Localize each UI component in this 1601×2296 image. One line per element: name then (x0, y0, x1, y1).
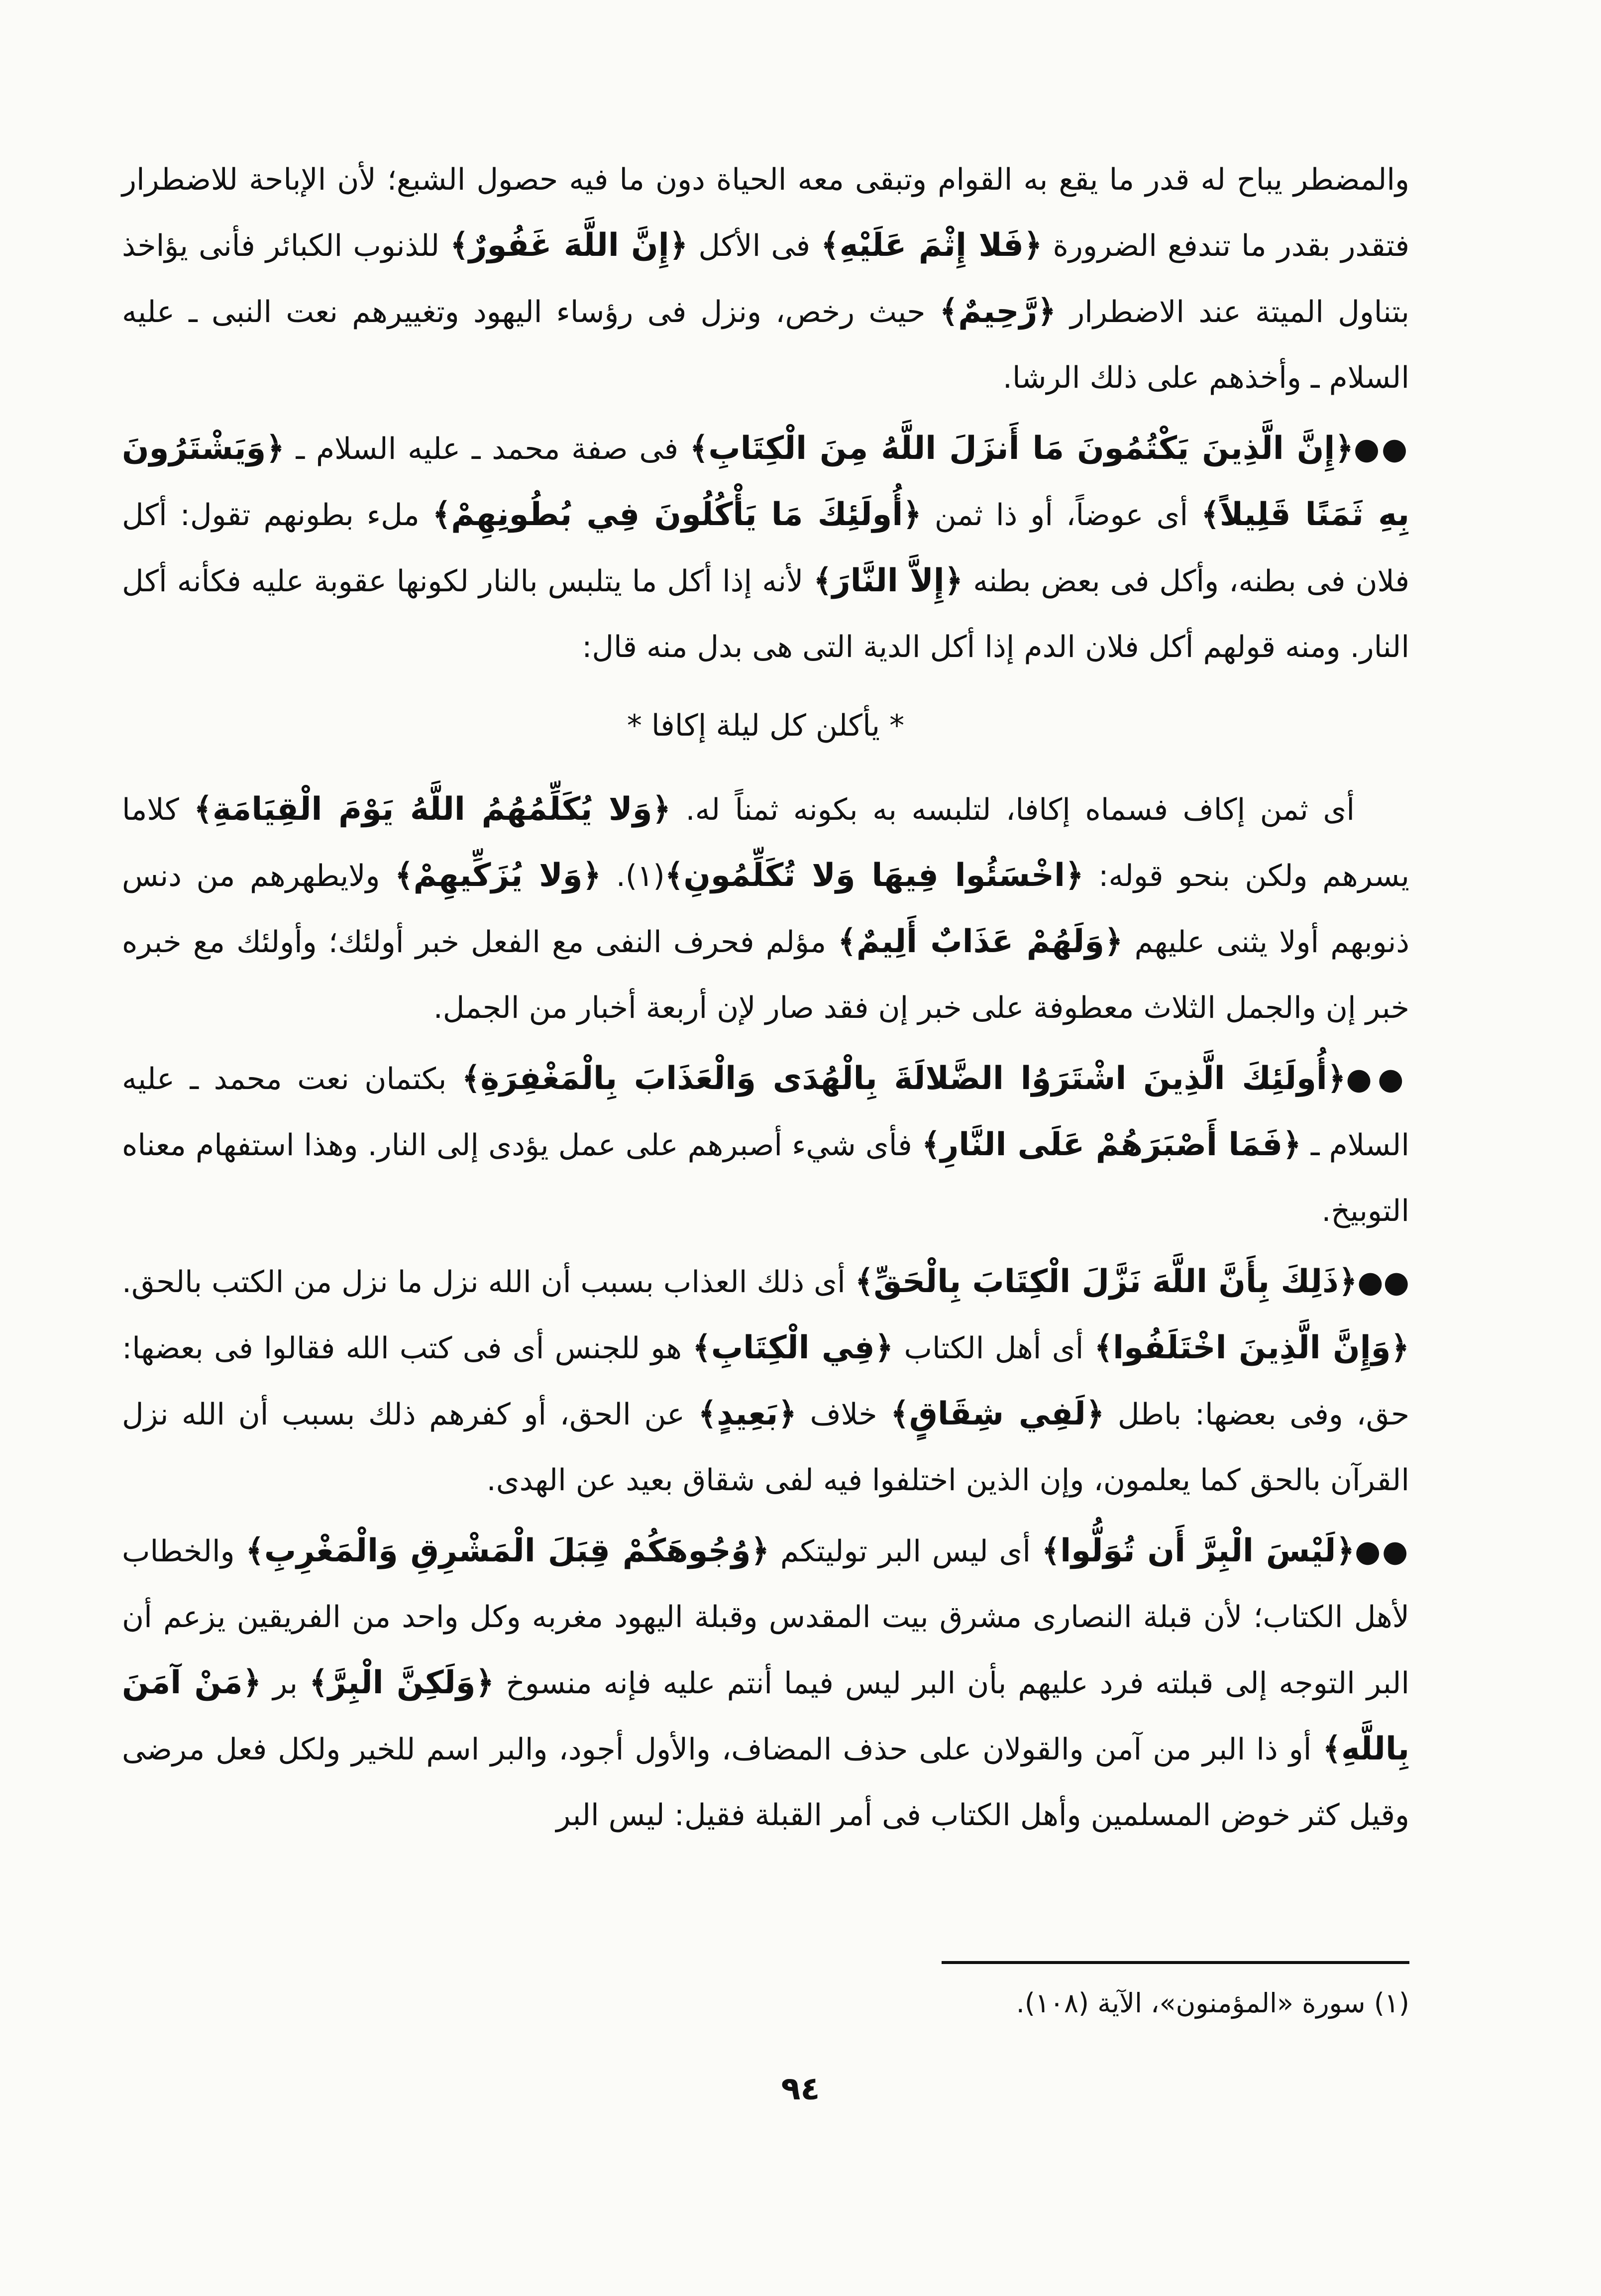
text-run: أو ذا البر من آمن والقولان على حذف المضاف، والأول أجود، والبر اسم للخير ولكل فعل مرضى وقيل كثر خوض المسلمين وأهل الكتاب فى أمر القبلة فقيل: ليس البر (122, 1732, 1409, 1833)
quran-quote: ﴿أُولَئِكَ الَّذِينَ اشْتَرَوُا الضَّلالَةَ بِالْهُدَى وَالْعَذَابَ بِالْمَغْفِرَةِ﴾ (461, 1060, 1346, 1097)
text-run: بر (261, 1666, 310, 1701)
quran-quote: ﴿مَنْ آمَنَ بِاللَّهِ﴾ (122, 1664, 1409, 1767)
page-number: ٩٤ (781, 2071, 820, 2107)
footnote: (١) سورة «المؤمنون»، الآية (١٠٨). (1016, 1987, 1409, 2019)
quran-quote: ﴿وَيَشْتَرُونَ بِهِ ثَمَنًا قَلِيلاً﴾ (122, 430, 1410, 533)
paragraph-4 (122, 1046, 1409, 1244)
quran-quote: ﴿أُولَئِكَ مَا يَأْكُلُونَ فِي بُطُونِهِمْ﴾ (432, 496, 922, 533)
paragraph-2 (122, 416, 1409, 680)
quran-quote: ﴿فَلا إِثْمَ عَلَيْهِ﴾ (821, 227, 1043, 264)
quran-quote: ﴿لَفِي شِقَاقٍ﴾ (890, 1396, 1105, 1432)
paragraph-5 (122, 1249, 1409, 1513)
quran-quote: ﴿بَعِيدٍ﴾ (698, 1396, 797, 1432)
quran-quote: ﴿رَّحِيمٌ﴾ (939, 293, 1057, 330)
bullet-marker: ●● (1346, 1062, 1409, 1096)
text-run: أى ثمن إكاف فسماه إكافا، لتلبسه به بكونه ثمناً له. (671, 792, 1355, 827)
bullet-marker: ●● (1354, 1534, 1409, 1569)
text-run: فى الأكل (688, 228, 821, 263)
text-run: بكتمان نعت محمد ـ عليه السلام ـ (122, 1062, 1409, 1163)
quran-quote: ﴿وَلا يُزَكِّيهِمْ﴾ (395, 857, 602, 894)
quran-quote: ﴿إِنَّ الَّذِينَ يَكْتُمُونَ مَا أَنزَلَ اللَّهُ مِنَ الْكِتَابِ﴾ (689, 430, 1354, 467)
poetry-line: * يأكلن كل ليلة إكافا * (627, 708, 905, 743)
paragraph-6 (122, 1518, 1409, 1848)
quran-quote: ﴿فَمَا أَصْبَرَهُمْ عَلَى النَّارِ﴾ (921, 1126, 1301, 1163)
text-run: هو للجنس أى فى كتب الله فقالوا فى بعضها: حق، وفى بعضها: باطل (122, 1331, 1410, 1432)
text-run: ملء بطونهم تقول: أكل فلان فى بطنه، وأكل فى بعض بطنه (122, 498, 1410, 599)
text-run: والمضطر يباح له قدر ما يقع به القوام وتبقى معه الحياة دون ما فيه حصول الشبع؛ لأن الإباحة للاضطرار فتقدر بقدر ما تندفع الضرورة (122, 162, 1409, 263)
text-run: كلاما يسرهم ولكن بنحو قوله: (122, 792, 1410, 893)
footnote-ref: (١). (601, 859, 665, 893)
text-run: خلاف (796, 1397, 891, 1432)
text-run: أى ذلك العذاب بسبب أن الله نزل ما نزل من الكتب بالحق. (122, 1265, 855, 1300)
paragraph-1 (122, 147, 1409, 411)
text-run: لأنه إذا أكل ما يتلبس بالنار لكونها عقوبة عليه فكأنه أكل النار. ومنه قولهم أكل فلان الدم إذا أكل الدية التى هى بدل منه قال: (122, 564, 1409, 664)
quran-quote: ﴿اخْسَئُوا فِيهَا وَلا تُكَلِّمُونِ﴾ (664, 857, 1084, 894)
body-text (122, 147, 1409, 1853)
bullet-marker: ●● (1357, 1265, 1410, 1300)
quran-quote: ﴿فِي الْكِتَابِ﴾ (692, 1329, 894, 1366)
paragraph-3 (122, 776, 1409, 1041)
quran-quote: ﴿إِلاَّ النَّارَ﴾ (813, 562, 963, 599)
text-run: ولايطهرهم من دنس ذنوبهم أولا يثنى عليهم (122, 859, 1409, 960)
text-run: فى صفة محمد ـ عليه السلام ـ (284, 432, 690, 466)
verse-line (122, 693, 1409, 759)
text-run: مؤلم فحرف النفى مع الفعل خبر أولئك؛ وأولئك مع خبره خبر إن والجمل الثلاث معطوفة على خبر إن فقد صار لإن أربعة أخبار من الجمل. (122, 925, 1409, 1025)
text-run: والخطاب لأهل الكتاب؛ لأن قبلة النصارى مشرق بيت المقدس وقبلة اليهود مغربه وكل واحد من الفريقين يزعم أن البر التوجه إلى قبلته فرد عليهم بأن البر ليس فيما أنتم عليه فإنه منسوخ (122, 1534, 1410, 1701)
quran-quote: ﴿وَلَهُمْ عَذَابٌ أَلِيمٌ﴾ (838, 923, 1123, 960)
text-run: أى أهل الكتاب (893, 1331, 1094, 1366)
text-run: فأى شيء أصبرهم على عمل يؤدى إلى النار. وهذا استفهام معناه التوبيخ. (122, 1128, 1409, 1228)
footnote-divider (942, 1961, 1409, 1964)
text-run: حيث رخص، ونزل فى رؤساء اليهود وتغييرهم نعت النبى ـ عليه السلام ـ وأخذهم على ذلك الرشا. (122, 295, 1409, 395)
bullet-marker: ●● (1353, 432, 1409, 466)
quran-quote: ﴿وَإِنَّ الَّذِينَ اخْتَلَفُوا﴾ (1094, 1329, 1410, 1366)
text-run: أى عوضاً، أو ذا ثمن (921, 498, 1201, 533)
quran-quote: ﴿إِنَّ اللَّهَ غَفُورٌ﴾ (450, 227, 688, 264)
quran-quote: ﴿لَيْسَ الْبِرَّ أَن تُوَلُّوا﴾ (1041, 1532, 1355, 1569)
quran-quote: ﴿وَلا يُكَلِّمُهُمُ اللَّهُ يَوْمَ الْقِيَامَةِ﴾ (194, 791, 671, 828)
text-run: للذنوب الكبائر فأنى يؤاخذ بتناول الميتة عند الاضطرار (122, 228, 1409, 329)
text-run: أى ليس البر توليتكم (769, 1534, 1042, 1569)
quran-quote: ﴿وَلَكِنَّ الْبِرَّ﴾ (309, 1664, 495, 1701)
quran-quote: ﴿ذَلِكَ بِأَنَّ اللَّهَ نَزَّلَ الْكِتَابَ بِالْحَقِّ﴾ (854, 1263, 1358, 1300)
text-run: عن الحق، أو كفرهم ذلك بسبب أن الله نزل القرآن بالحق كما يعلمون، وإن الذين اختلفوا فيه لفى شقاق بعيد عن الهدى. (122, 1397, 1409, 1498)
quran-quote: ﴿وُجُوهَكُمْ قِبَلَ الْمَشْرِقِ وَالْمَغْرِبِ﴾ (245, 1532, 770, 1569)
